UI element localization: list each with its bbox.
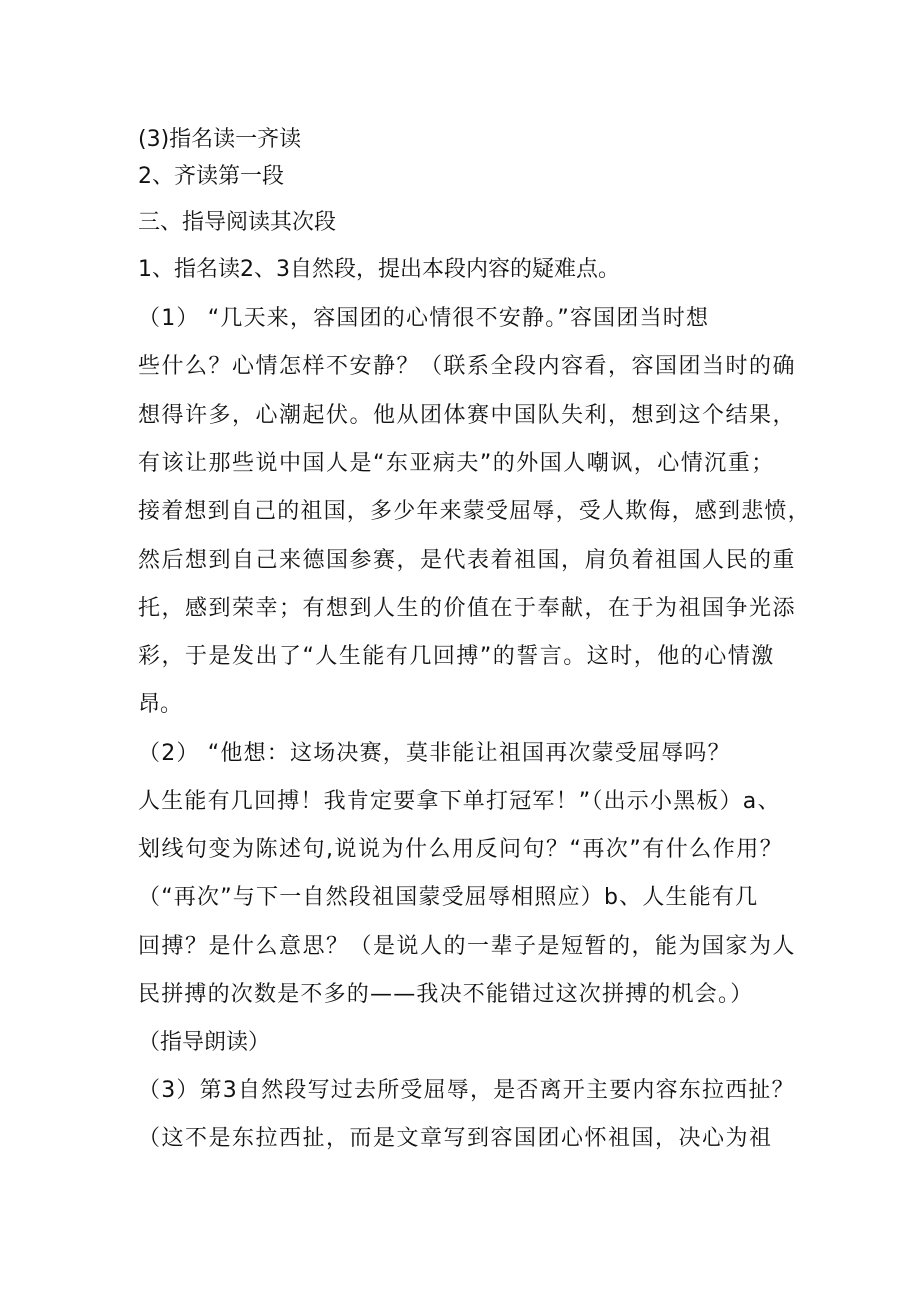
text-line: （3）第3自然段写过去所受屈辱，是否离开主要内容东拉西扯？	[138, 1078, 795, 1103]
text-line: 想得许多，心潮起伏。他从团体赛中国队失利，想到这个结果，	[138, 403, 797, 428]
text-line: 昂。	[138, 692, 183, 717]
text-line: （指导朗读）	[138, 1030, 271, 1055]
text-line: 些什么？心情怎样不安静？（联系全段内容看，容国团当时的确	[138, 354, 797, 379]
text-line: 接着想到自己的祖国，多少年来蒙受屈辱，受人欺侮，感到悲愤，	[138, 499, 811, 524]
text-line: 2、齐读第一段	[138, 164, 284, 189]
text-line: 三、指导阅读其次段	[138, 210, 337, 235]
text-line: 划线句变为陈述句,说说为什么用反问句？“再次”有什么作用？	[138, 837, 784, 862]
text-line: 然后想到自己来德国参赛，是代表着祖国，肩负着祖国人民的重	[138, 548, 797, 573]
text-line: 人生能有几回搏！我肯定要拿下单打冠军！”（出示小黑板）a、	[138, 789, 781, 814]
text-line: 彩，于是发出了“人生能有几回搏”的誓言。这时，他的心情激	[138, 644, 775, 669]
text-line: 有该让那些说中国人是“东亚病夫”的外国人嘲讽，心情沉重；	[138, 451, 775, 476]
text-line: 回搏？是什么意思？（是说人的一辈子是短暂的，能为国家为人	[138, 934, 797, 959]
text-line: 托，感到荣幸；有想到人生的价值在于奉献，在于为祖国争光添	[138, 596, 797, 621]
text-line: （这不是东拉西扯，而是文章写到容国团心怀祖国，决心为祖	[138, 1126, 773, 1151]
text-line: （“再次”与下一自然段祖国蒙受屈辱相照应）b、人生能有几	[138, 885, 759, 910]
text-line: (3)指名读一齐读	[138, 127, 302, 152]
text-line: （2） “他想：这场决赛，莫非能让祖国再次蒙受屈辱吗？	[138, 741, 731, 766]
text-line: （1） “几天来，容国团的心情很不安静。”容国团当时想	[138, 306, 710, 331]
text-line: 1、指名读2、3自然段，提出本段内容的疑难点。	[138, 257, 620, 282]
text-line: 民拼搏的次数是不多的——我决不能错过这次拼搏的机会。）	[138, 982, 754, 1007]
